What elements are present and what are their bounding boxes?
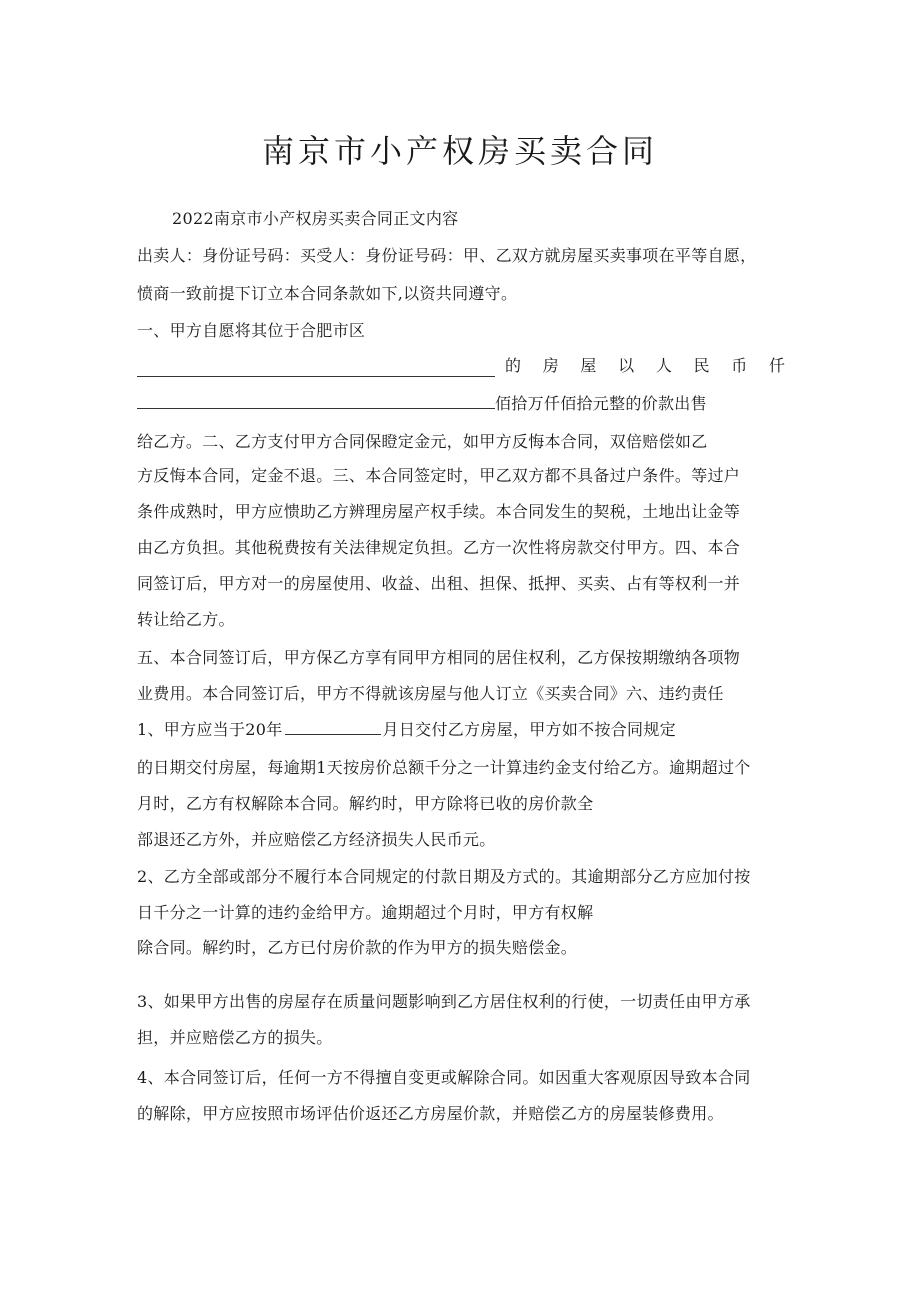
text-line-15: 的日期交付房屋，每逾期1天按房价总额千分之一计算违约金支付给乙方。逾期超过个: [137, 758, 751, 777]
blank-underline: [137, 394, 495, 409]
char: 民: [693, 356, 710, 375]
document-subtitle: 2022南京市小产权房买卖合同正文内容: [172, 209, 459, 228]
blank-underline: [137, 362, 495, 377]
text-line-12: 五、本合同签订后，甲方保乙方享有同甲方相同的居住权利，乙方保按期缴纳各项物: [137, 648, 741, 667]
text-line-21: 3、如果甲方出售的房屋存在质量问题影响到乙方居住权利的行使，一切责任由甲方承: [137, 992, 751, 1011]
text-line-14: 1、甲方应当于20年 月日交付乙方房屋，甲方如不按合同规定: [137, 720, 676, 739]
text-line-5: 佰拾万仟佰拾元整的价款出售: [137, 393, 707, 415]
text-line-8: 条件成熟时，甲方应愦助乙方辨理房屋产权手续。本合同发生的契税，土地出让金等: [137, 502, 741, 521]
text-line-2: 愤商一致前提下订立本合同条款如下,以资共同遵守。: [137, 284, 518, 303]
text-line-24: 的解除，甲方应按照市场评估价返还乙方房屋价款，并赔偿乙方的房屋装修费用。: [137, 1104, 724, 1123]
text-line-9: 由乙方负担。其他税费按有关法律规定负担。乙方一次性将房款交付甲方。四、本合: [137, 538, 741, 557]
text-line-7: 方反悔本合同，定金不退。三、本合同签定时，甲乙双方都不具备过户条件。等过户: [137, 466, 741, 485]
text-line-20: 除合同。解约时，乙方已付房价款的作为甲方的损失赔偿金。: [137, 938, 578, 957]
char: 房: [542, 356, 559, 375]
text-line-13: 业费用。本合同签订后，甲方不得就该房屋与他人订立《买卖合同》六、违约责任: [137, 684, 724, 703]
text-line-22: 担，并应赔偿乙方的损失。: [137, 1028, 333, 1047]
blank-underline: [285, 720, 381, 735]
text-line-6: 给乙方。二、乙方支付甲方合同保瞪定金元，如甲方反悔本合同，双倍赔偿如乙: [137, 432, 708, 451]
text-line-16: 月时，乙方有权解除本合同。解约时，甲方除将已收的房价款全: [137, 794, 594, 813]
char: 屋: [580, 356, 597, 375]
text-line-10: 同签订后，甲方对一的房屋使用、收益、出租、担保、抵押、买卖、占有等权利一并: [137, 574, 741, 593]
char: 人: [655, 356, 672, 375]
document-title: 南京市小产权房买卖合同: [261, 132, 658, 170]
text-line-11: 转让给乙方。: [137, 610, 235, 629]
char: 以: [618, 356, 635, 375]
text-line-23: 4、本合同签订后，任何一方不得擅自变更或解除合同。如因重大客观原因导致本合同: [137, 1068, 751, 1087]
text-line-19: 日千分之一计算的违约金给甲方。逾期超过个月时，甲方有权解: [137, 903, 594, 922]
char: 币: [731, 356, 748, 375]
text-line-4: [137, 355, 785, 377]
text-line-3: 一、甲方自愿将其位于合肥市区: [137, 321, 366, 340]
char: 仟: [768, 356, 785, 375]
text-line-17: 部退还乙方外，并应赔偿乙方经济损失人民币元。: [137, 830, 496, 849]
char: 的: [505, 356, 522, 375]
text-line-1: 出卖人：身份证号码：买受人：身份证号码：甲、乙双方就房屋买卖事项在平等自愿，: [137, 246, 757, 265]
spread-chars: [505, 355, 785, 377]
text-line-18: 2、乙方全部或部分不履行本合同规定的付款日期及方式的。其逾期部分乙方应加付按: [137, 867, 751, 886]
